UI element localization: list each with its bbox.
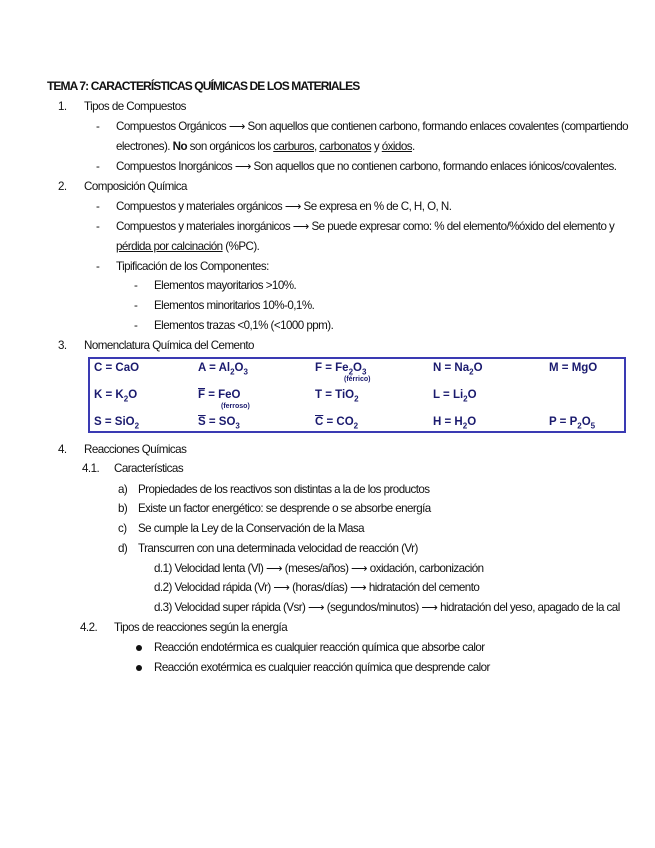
cement-entry: S = SiO$_2$ (94, 416, 140, 431)
organic-compounds-line2: electrones). No son orgánicos los carburos, carbonatos y óxidos. (116, 140, 415, 153)
cement-entry: $L = Li_2O$ (433, 389, 477, 404)
inorganic-composition-line2: pérdida por calcinación (%PC). (116, 240, 260, 253)
fast-velocity: d.2) Velocidad rápida (Vr) ⟶ (horas/días) ⟶ hidratación del cemento (154, 581, 480, 594)
cement-entry: $\overline{F}$ = FeO (198, 389, 241, 401)
organic-composition-line: Compuestos y materiales orgánicos ⟶ Se expresa en % de C, H, O, N. (116, 200, 452, 213)
super-fast-velocity: d.3) Velocidad super rápida (Vsr) ⟶ (segundos/minutos) ⟶ hidratación del yeso, apagado de la cal (154, 601, 620, 614)
minor-elements: Elementos minoritarios 10%-0,1%. (154, 299, 315, 312)
list-marker: d) (118, 542, 128, 555)
components-typification: Tipificación de los Componentes: (116, 260, 269, 273)
list-marker: c) (118, 522, 127, 535)
section-2-number: 2. (58, 180, 67, 193)
dash-marker: - (96, 260, 100, 273)
organic-compounds-line1: Compuestos Orgánicos ⟶ Son aquellos que contienen carbono, formando enlaces covalentes (compartiendo (116, 120, 629, 133)
dash-marker: - (96, 200, 100, 213)
bullet-icon (136, 645, 142, 651)
dash-marker: - (96, 160, 100, 173)
section-4-2-heading: Tipos de reacciones según la energía (114, 621, 288, 634)
document-title: TEMA 7: CARACTERÍSTICAS QUÍMICAS DE LOS MATERIALES (47, 79, 360, 93)
characteristic-b: Existe un factor energético: se desprende o se absorbe energía (138, 502, 431, 515)
endothermic-reaction: Reacción endotérmica es cualquier reacción química que absorbe calor (154, 641, 485, 654)
cement-entry: $A = Al_2O_3$ (198, 362, 248, 377)
inorganic-composition-line1: Compuestos y materiales inorgánicos ⟶ Se puede expresar como: % del elemento/%óxido del elemento y (116, 220, 615, 233)
list-marker: b) (118, 502, 128, 515)
section-4-1-heading: Características (114, 462, 184, 475)
section-1-heading: Tipos de Compuestos (84, 100, 186, 113)
cement-entry: $P = P_2O_5$ (549, 416, 596, 431)
cement-entry: $\overline{C} = CO_2$ (315, 416, 359, 431)
section-1-number: 1. (58, 100, 67, 113)
ferrous-note: (ferroso) (221, 403, 250, 410)
cement-entry: $\overline{S} = SO_3$ (198, 416, 240, 431)
dash-marker: - (134, 299, 138, 312)
cement-entry: $F = Fe_2O_3$ (315, 362, 367, 377)
section-3-heading: Nomenclatura Química del Cemento (84, 339, 254, 352)
exothermic-reaction: Reacción exotérmica es cualquier reacción química que desprende calor (154, 661, 490, 674)
characteristic-d: Transcurren con una determinada velocidad de reacción (Vr) (138, 542, 418, 555)
major-elements: Elementos mayoritarios >10%. (154, 279, 297, 292)
inorganic-compounds-line: Compuestos Inorgánicos ⟶ Son aquellos que no contienen carbono, formando enlaces iónicos/covalentes. (116, 160, 617, 173)
bullet-icon (136, 665, 142, 671)
slow-velocity: d.1) Velocidad lenta (Vl) ⟶ (meses/años) ⟶ oxidación, carbonización (154, 562, 484, 575)
dash-marker: - (96, 120, 100, 133)
dash-marker: - (96, 220, 100, 233)
dash-marker: - (134, 279, 138, 292)
section-4-1-number: 4.1. (82, 462, 100, 475)
section-2-heading: Composición Química (84, 180, 187, 193)
characteristic-a: Propiedades de los reactivos son distintas a la de los productos (138, 483, 430, 496)
ferric-note: (férrico) (344, 376, 371, 383)
cement-entry: $N = Na_2O$ (433, 362, 483, 377)
cement-entry: C = CaO (94, 362, 140, 374)
section-4-2-number: 4.2. (80, 621, 98, 634)
trace-elements: Elementos trazas <0,1% (<1000 ppm). (154, 319, 334, 332)
cement-entry: $H = H_2O$ (433, 416, 477, 431)
list-marker: a) (118, 483, 128, 496)
characteristic-c: Se cumple la Ley de la Conservación de la Masa (138, 522, 365, 535)
section-4-heading: Reacciones Químicas (84, 443, 187, 456)
dash-marker: - (134, 319, 138, 332)
cement-entry: M = MgO (549, 362, 598, 374)
cement-entry: $K = K_2O$ (94, 389, 138, 404)
section-4-number: 4. (58, 443, 67, 456)
section-3-number: 3. (58, 339, 67, 352)
cement-entry: T = TiO$_2$ (315, 389, 359, 404)
cement-nomenclature-table (88, 357, 626, 433)
